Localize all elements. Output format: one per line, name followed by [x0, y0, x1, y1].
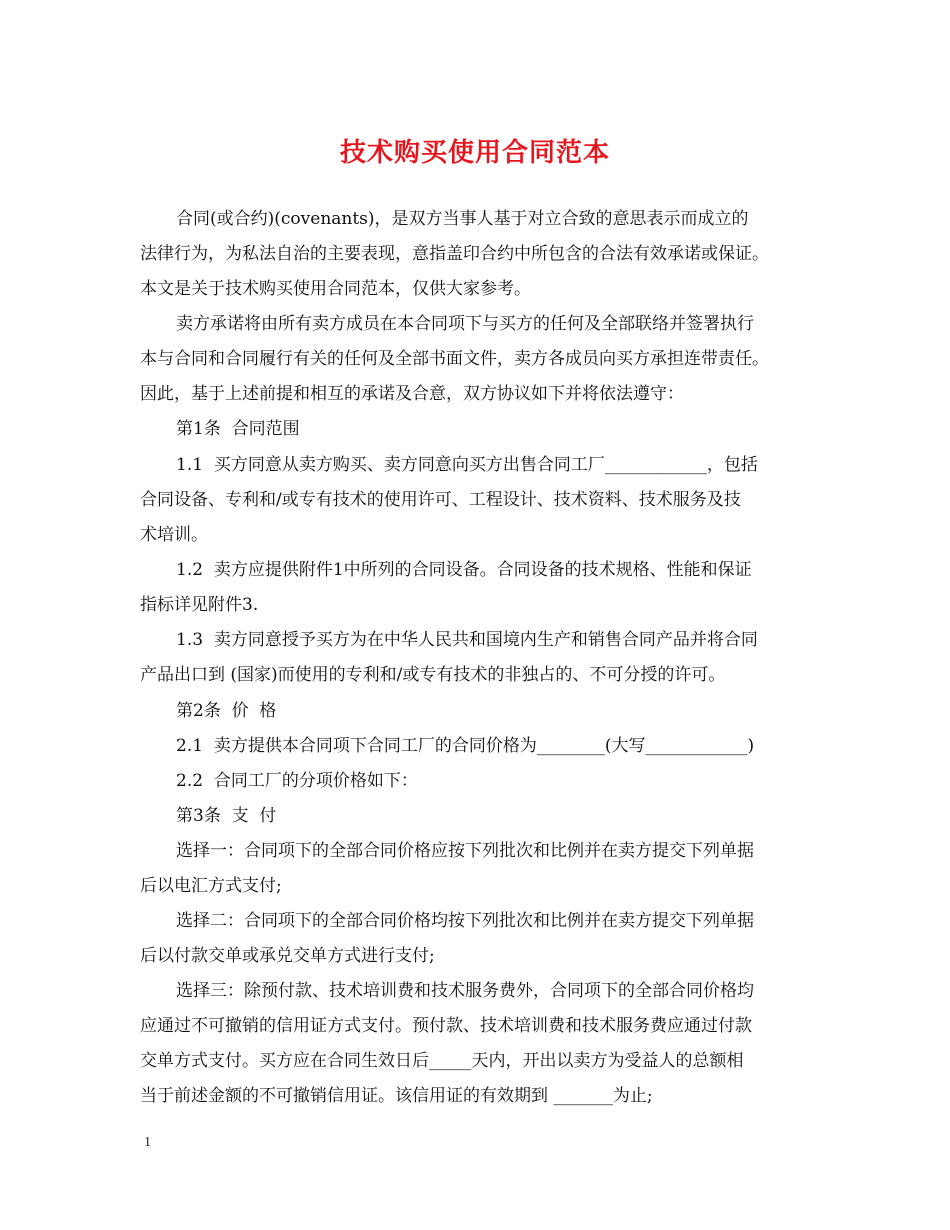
clause-line: 后以付款交单或承兑交单方式进行支付;: [140, 946, 435, 966]
clause-line: 交单方式支付。买方应在合同生效日后_____天内，开出以卖方为受益人的总额相: [140, 1051, 744, 1071]
page-number: 1: [144, 1135, 151, 1150]
clause-line: 2.1 卖方提供本合同项下合同工厂的合同价格为________(大写____________): [176, 736, 755, 756]
clause-line: 指标详见附件3.: [140, 595, 259, 615]
paragraph-line: 法律行为，为私法自治的主要表现，意指盖印合约中所包含的合法有效承诺或保证。: [140, 244, 769, 264]
section-heading: 第2条 价 格: [176, 701, 277, 721]
paragraph-line: 卖方承诺将由所有卖方成员在本合同项下与买方的任何及全部联络并签署执行: [176, 314, 754, 334]
clause-line: 2.2 合同工厂的分项价格如下：: [176, 771, 418, 791]
document-title: 技术购买使用合同范本: [339, 138, 610, 168]
paragraph-line: 本与合同和合同履行有关的任何及全部书面文件，卖方各成员向买方承担连带责任。: [140, 349, 769, 369]
paragraph-line: 因此，基于上述前提和相互的承诺及合意，双方协议如下并将依法遵守：: [140, 384, 684, 404]
section-heading: 第3条 支 付: [176, 806, 277, 826]
clause-line: 选择二：合同项下的全部合同价格均按下列批次和比例并在卖方提交下列单据: [176, 911, 754, 931]
clause-line: 产品出口到 (国家)而使用的专利和/或专有技术的非独占的、不可分授的许可。: [140, 665, 726, 685]
clause-line: 后以电汇方式支付;: [140, 876, 282, 896]
clause-line: 1.1 买方同意从卖方购买、卖方同意向买方出售合同工厂____________，包括: [176, 455, 758, 475]
clause-line: 术培训。: [140, 525, 208, 545]
clause-line: 应通过不可撤销的信用证方式支付。预付款、技术培训费和技术服务费应通过付款: [140, 1016, 752, 1036]
clause-line: 选择三：除预付款、技术培训费和技术服务费外，合同项下的全部合同价格均: [176, 981, 754, 1001]
clause-line: 1.3 卖方同意授予买方为在中华人民共和国境内生产和销售合同产品并将合同: [176, 630, 758, 650]
section-heading: 第1条 合同范围: [176, 419, 300, 439]
clause-line: 合同设备、专利和/或专有技术的使用许可、工程设计、技术资料、技术服务及技: [140, 490, 741, 510]
clause-line: 选择一：合同项下的全部合同价格应按下列批次和比例并在卖方提交下列单据: [176, 841, 754, 861]
paragraph-line: 合同(或合约)(covenants)，是双方当事人基于对立合致的意思表示而成立的: [176, 209, 749, 229]
clause-line: 1.2 卖方应提供附件1中所列的合同设备。合同设备的技术规格、性能和保证: [176, 560, 752, 580]
paragraph-line: 本文是关于技术购买使用合同范本，仅供大家参考。: [140, 279, 531, 299]
clause-line: 当于前述金额的不可撤销信用证。该信用证的有效期到 _______为止;: [140, 1086, 653, 1106]
